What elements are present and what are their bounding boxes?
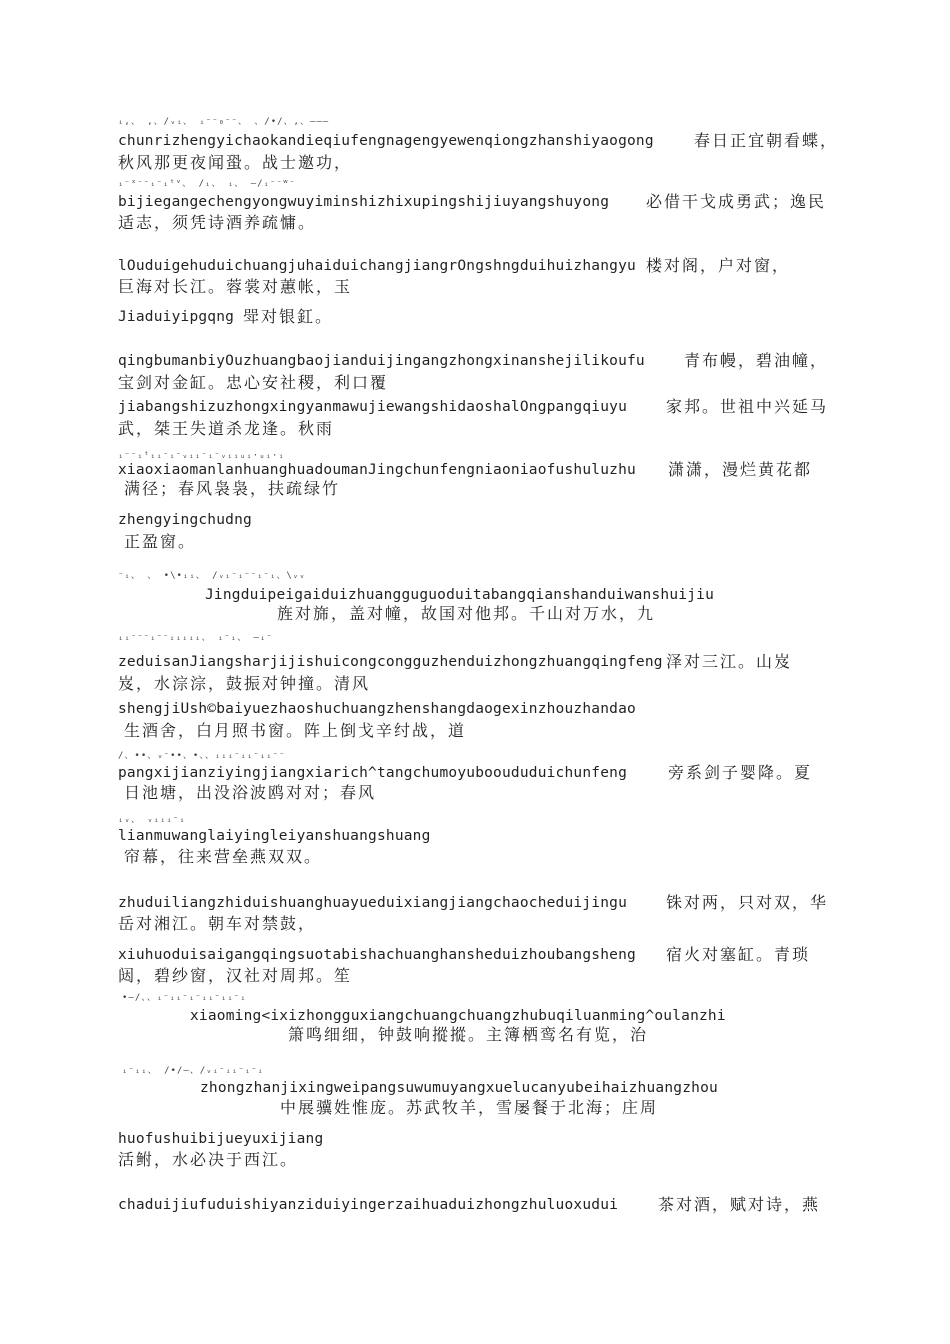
pinyin-tone-marks: ᵢ,、 ,、/ᵥᵢ、 ᵢ⁻⁻₀⁻⁻、 、/•/、,、———	[118, 117, 330, 127]
pinyin-line: huofushuibijueyuxijiang	[118, 1131, 324, 1147]
chinese-text: 生酒舍，白月照书窗。阵上倒戈辛纣战，道	[124, 721, 467, 740]
pinyin-line: chunrizhengyichaokandieqiufengnagengyewenqiongzhanshiyaogong	[118, 133, 654, 149]
chinese-text: 日池塘，出没浴波鸥对对；春风	[124, 783, 377, 802]
chinese-text: 青布幔，碧油幢，	[684, 351, 829, 370]
chinese-text: 闼，碧纱窗，汉社对周邦。笙	[118, 966, 353, 985]
chinese-text: 潇潇，漫烂黄花都	[668, 460, 813, 479]
pinyin-line: lOuduigehuduichuangjuhaiduichangjiangrOngshngduihuizhangyu	[118, 258, 636, 274]
chinese-text: 巨海对长江。蓉裳对蕙帐，玉	[118, 277, 353, 296]
pinyin-line: xiaoxiaomanlanhuanghuadoumanJingchunfengniaoniaofushuluzhu	[118, 462, 636, 478]
pinyin-tone-marks: /、••、ᵥ⁻••、•、、ᵢᵢᵢ⁻ᵢᵢ⁻ᵢᵢ⁻⁻	[118, 751, 286, 761]
pinyin-tone-marks: ⁻ᵢ、 、 •\•ᵢᵢ、 /ᵥᵢ⁻ᵢ⁻⁻ᵢ⁻ᵢ、\ᵥᵥ	[118, 571, 306, 581]
pinyin-tone-marks: ᵢᵢ⁻⁻⁻ᵢ⁻⁻ᵢᵢᵢᵢᵢ、 ᵢ⁻ᵢ、 —ᵢ⁻	[118, 633, 273, 643]
chinese-text: 家邦。世祖中兴延马	[666, 397, 829, 416]
pinyin-line: zeduisanJiangsharjijishuicongcongguzhenduizhongzhuangqingfeng	[118, 654, 663, 670]
pinyin-line: xiaoming<ixizhongguxiangchuangchuangzhubuqiluanming^oulanzhi	[190, 1008, 726, 1024]
chinese-text: 岳对湘江。朝车对禁鼓，	[118, 914, 317, 933]
chinese-text: 旌对旆，盖对幢，故国对他邦。千山对万水，九	[277, 604, 656, 623]
pinyin-tone-marks: ᵢᵥ、 ᵥᵢᵢᵢ⁻ᵢ	[118, 815, 186, 825]
chinese-text: 正盈窗。	[124, 532, 197, 551]
chinese-text: 中展骥姓惟庞。苏武牧羊，雪屡餐于北海；庄周	[280, 1098, 659, 1117]
chinese-text: 秋风那更夜闻蛩。战士邀功，	[118, 153, 353, 172]
pinyin-line: jiabangshizuzhongxingyanmawujiewangshidaoshalOngpangqiuyu	[118, 399, 627, 415]
pinyin-tone-marks: ᵢ⁻ᵢᵢ、 /•/—、/ᵥᵢ⁻ᵢᵢ⁻ᵢ⁻ᵢ	[122, 1066, 264, 1076]
pinyin-tone-marks: ᵢ⁻ˣ⁻⁻ᵢ⁻ᵢᵗᵛ、 /ᵢ、 ᵢ、 —/ᵢ⁻⁻ʷ⁻	[118, 179, 296, 189]
chinese-text: 宿火对塞缸。青琐	[666, 945, 811, 964]
pinyin-line: bijiegangechengyongwuyiminshizhixupingshijiuyangshuyong	[118, 194, 610, 210]
pinyin-tone-marks: •—/、、ᵢ⁻ᵢᵢ⁻ᵢ⁻ᵢᵢ⁻ᵢᵢ⁻ᵢ	[122, 993, 247, 1003]
chinese-text: 武，桀王失道杀龙逢。秋雨	[118, 419, 335, 438]
chinese-text: 旁系剑子婴降。夏	[668, 763, 813, 782]
chinese-text: 茶对酒，赋对诗，燕	[658, 1195, 821, 1214]
pinyin-line: Jiaduiyipgqng	[118, 309, 235, 325]
pinyin-line: xiuhuoduisaigangqingsuotabishachuanghansheduizhoubangsheng	[118, 947, 636, 963]
pinyin-line: Jingduipeigaiduizhuangguguoduitabangqianshanduiwanshuijiu	[205, 587, 714, 603]
chinese-text: 斝对银釭。	[243, 307, 334, 326]
pinyin-line: lianmuwanglaiyingleiyanshuangshuang	[118, 828, 431, 844]
chinese-text: 泽对三江。山岌	[666, 652, 793, 671]
chinese-text: 春日正宜朝看蝶，	[694, 131, 839, 150]
pinyin-line: zhengyingchudng	[118, 512, 252, 528]
pinyin-line: shengjiUsh©baiyuezhaoshuchuangzhenshangdaogexinzhouzhandao	[118, 701, 636, 717]
chinese-text: 岌，水淙淙，鼓振对钟撞。清风	[118, 674, 371, 693]
chinese-text: 箫鸣细细，钟鼓响摐摐。主簿栖鸾名有览，治	[288, 1025, 649, 1044]
chinese-text: 帘幕，往来营垒燕双双。	[124, 847, 323, 866]
chinese-text: 宝剑对金缸。忠心安社稷，利口覆	[118, 373, 389, 392]
chinese-text: 适志，须凭诗酒养疏慵。	[118, 213, 317, 232]
chinese-text: 满径；春风袅袅，扶疏绿竹	[124, 479, 341, 498]
chinese-text: 楼对阁，户对窗，	[646, 256, 791, 275]
pinyin-line: pangxijianziyingjiangxiarich^tangchumoyubooududuichunfeng	[118, 765, 627, 781]
pinyin-line: chaduijiufuduishiyanziduiyingerzaihuaduizhongzhuluoxudui	[118, 1197, 619, 1213]
pinyin-line: zhuduiliangzhiduishuanghuayueduixiangjiangchaocheduijingu	[118, 895, 627, 911]
chinese-text: 铢对两，只对双，华	[666, 893, 829, 912]
pinyin-line: zhongzhanjixingweipangsuwumuyangxuelucanyubeihaizhuangzhou	[200, 1080, 718, 1096]
chinese-text: 必借干戈成勇武；逸民	[646, 192, 827, 211]
chinese-text: 活鲋，水必决于西江。	[118, 1150, 299, 1169]
pinyin-tone-marks: ᵢ⁻⁻ᵢᵗᵢᵢ⁻ᵢ⁻ᵥᵢᵢ⁻ᵢ⁻ᵥᵢᵢᵤᵢ·ᵤᵢ·ᵢ	[118, 451, 285, 461]
pinyin-line: qingbumanbiyOuzhuangbaojianduijingangzhongxinanshejilikoufu	[118, 353, 645, 369]
